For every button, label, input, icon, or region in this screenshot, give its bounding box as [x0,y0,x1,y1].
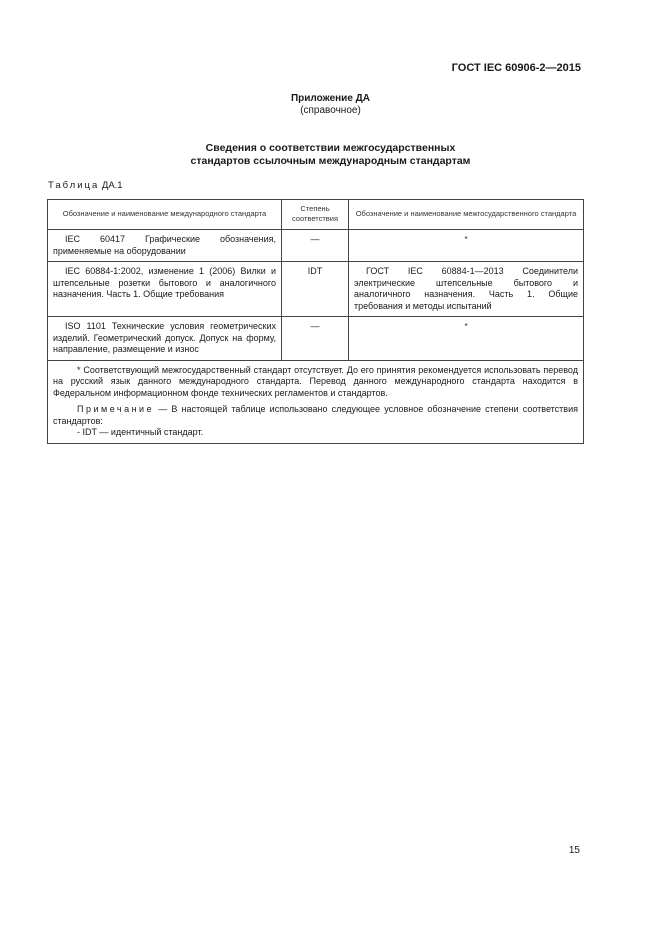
table-header-row [48,200,584,230]
table-caption [48,180,123,191]
cell-interstate-standard: * [349,317,584,361]
cell-international-standard: IEC 60417 Графические обозначения, применяемые на оборудовании [48,230,282,262]
table-note [53,404,578,427]
table-row [48,262,584,317]
table-caption-word: Таблица [48,180,100,191]
correspondence-table [47,199,584,444]
column-header-international: Обозначение и наименование международного стандарта [48,200,282,230]
cell-degree: — [282,317,349,361]
annex-title: Приложение ДА [290,93,371,104]
cell-interstate-standard: * [349,230,584,262]
cell-interstate-standard: ГОСТ IEC 60884-1—2013 Соединители электрические штепсельные бытового и аналогичного назначения. Часть 1. Общие требования и методы испытаний [349,262,584,317]
table-row [48,230,584,262]
table-caption-number: ДА.1 [101,180,123,191]
note-text: — В настоящей таблице использовано следующее условное обозначение степени соответствия стандартов: [53,404,578,426]
table-notes [48,360,584,443]
cell-degree: IDT [282,262,349,317]
note-label: Примечание [77,404,155,414]
table-notes-row [48,360,584,443]
note-list-item: - IDT — идентичный стандарт. [77,427,204,437]
annex-block [0,93,661,117]
cell-international-standard: ISO 1101 Технические условия геометрических изделий. Геометрический допуск. Допуск на форму, направление, размещение и износ [48,317,282,361]
table-footnote: * Соответствующий межгосударственный стандарт отсутствует. До его принятия рекомендуется использовать перевод на русский язык данного международного стандарта. Перевод данного международного стандарта находится в Федеральном информационном фонде технических регламентов и стандартов. [53,364,578,398]
section-heading-line-2: стандартов ссылочным международным стандартам [190,155,471,167]
cell-international-standard: IEC 60884-1:2002, изменение 1 (2006) Вилки и штепсельные розетки бытового и аналогичного назначения. Часть 1. Общие требования [48,262,282,317]
section-heading [0,142,661,168]
column-header-degree: Степень соответствия [282,200,349,230]
annex-subtitle: (справочное) [300,105,361,116]
cell-degree: — [282,230,349,262]
section-heading-line-1: Сведения о соответствии межгосударственных [205,142,456,154]
column-header-interstate: Обозначение и наименование межгосударственного стандарта [349,200,584,230]
document-designation: ГОСТ IEC 60906-2—2015 [451,62,581,74]
table-row [48,317,584,361]
page-number: 15 [568,845,580,856]
